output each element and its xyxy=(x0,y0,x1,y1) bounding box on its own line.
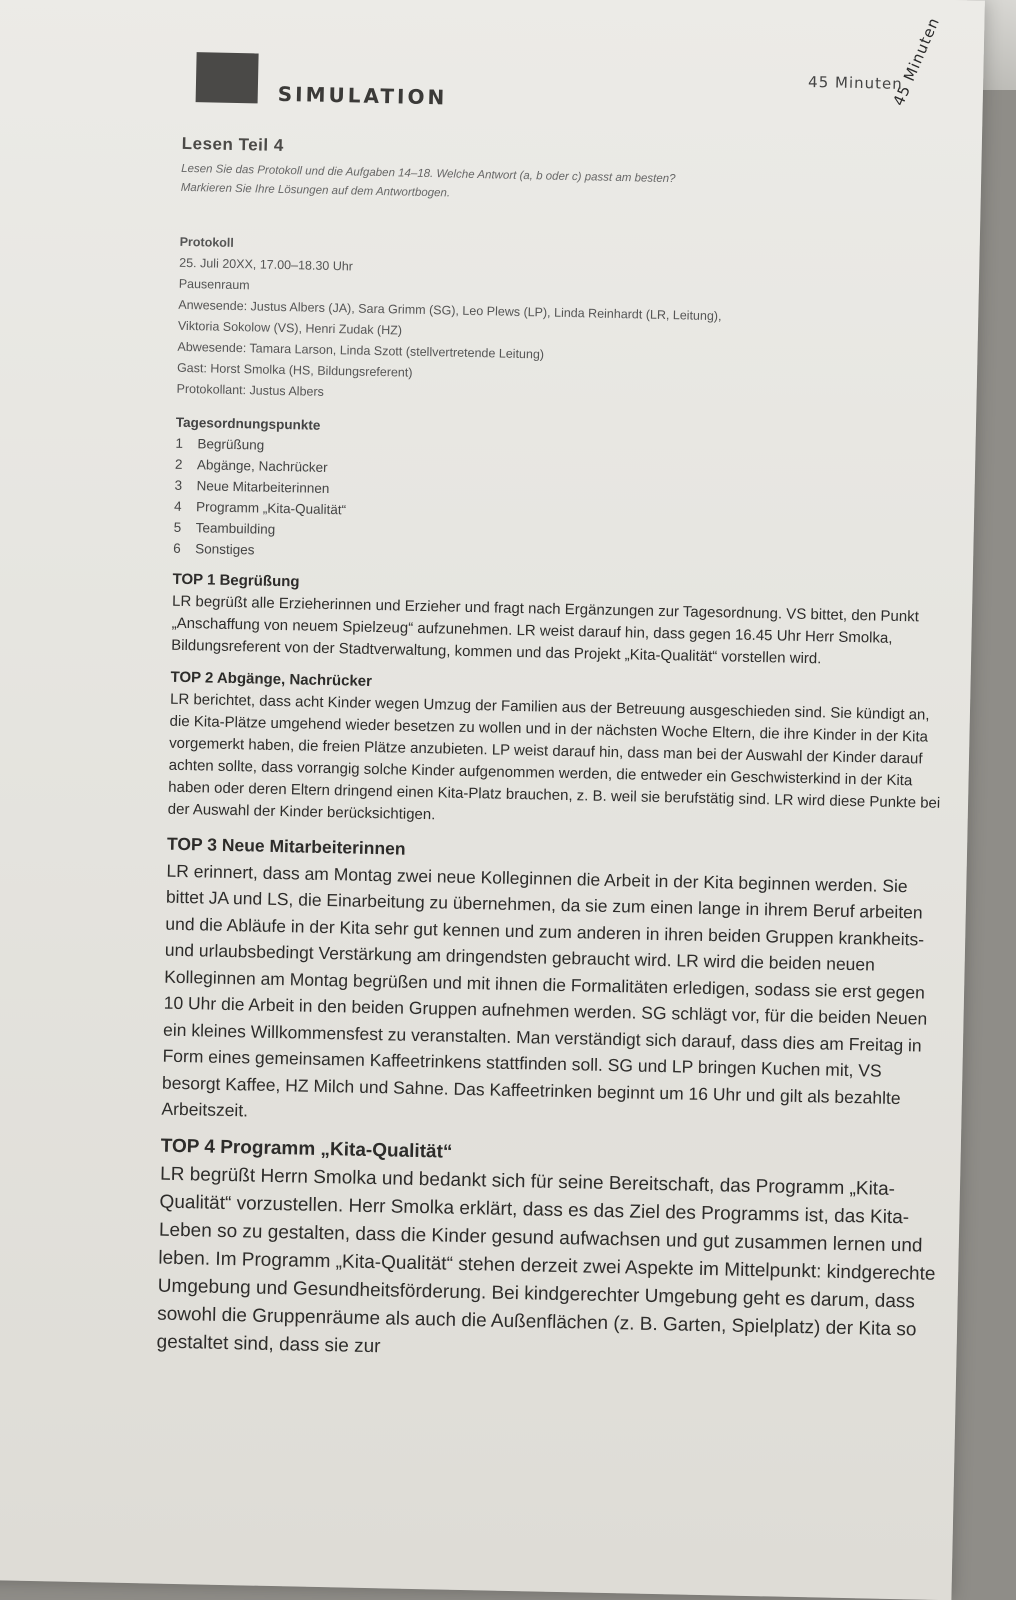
agenda-item-number: 4 xyxy=(173,498,182,514)
protocol-writer: Protokollant: Justus Albers xyxy=(176,381,324,399)
top-1-heading: TOP 1 Begrüßung xyxy=(172,570,300,591)
time-label: 45 Minuten xyxy=(807,72,903,93)
protocol-room: Pausenraum xyxy=(178,276,250,293)
agenda-item-number: 6 xyxy=(173,540,181,556)
instruction-text xyxy=(181,160,962,214)
instruction-line-1: Lesen Sie das Protokoll und die Aufgaben 14–18. Welche Antwort (a, b oder c) passt am besten? xyxy=(181,162,676,186)
agenda-item-label: Begrüßung xyxy=(197,436,265,453)
top-2-text: LR berichtet, dass acht Kinder wegen Umzug der Familien aus der Betreuung ausgeschieden sind. Sie kündigt an, die Kita-Plätze umgehend wieder besetzen zu wollen und in der nächsten Woche Eltern, die ihre Kinder in der Kita vorgemerkt haben, die freien Plätze anzubieten. LP weist darauf hin, dass man bei der Auswahl der Kinder darauf achten sollte, dass vorrangig solche Kinder aufgenommen werden, die entweder ein Geschwisterkind in der Kita haben oder deren Eltern dringend einen Kita-Platz brauchen, z. B. weil sie berufstätig sind. LR wird diese Punkte bei der Auswahl der Kinder berücksichtigen. xyxy=(167,690,941,824)
agenda-item-label: Programm „Kita-Qualität“ xyxy=(195,499,347,518)
protocol-header xyxy=(176,232,959,416)
top-1-text: LR begrüßt alle Erzieherinnen und Erzieher und fragt nach Ergänzungen zur Tagesordnung. VS bittet, den Punkt „Anschaffung von neuem Spielzeug“ aufzunehmen. LR weist darauf hin, dass gegen 16.45 Uhr Herr Smolka, Bildungsreferent von der Stadtverwaltung, kommen und das Projekt „Kita-Qualität“ vorstellen wird. xyxy=(171,592,920,668)
top-4-text: LR begrüßt Herrn Smolka und bedankt sich für seine Bereitschaft, das Programm „Kita-Qualität“ vorzustellen. Herr Smolka erklärt, dass es das Ziel des Programms ist, das Kita-Leben so zu gestalten, dass die Kinder gesund aufwachsen und gut zusammen lernen und leben. Im Programm „Kita-Qualität“ stehen derzeit zwei Aspekte im Mittelpunkt: kindgerechte Umgebung und Gesundheitsförderung. Bei kindgerechter Umgebung geht es darum, dass sowohl die Gruppenräume als auch die Außenflächen (z. B. Garten, Spielplatz) der Kita so gestaltet sind, dass sie zur xyxy=(156,1163,936,1357)
top-3-section xyxy=(161,831,947,1139)
protocol-date: 25. Juli 20XX, 17.00–18.30 Uhr xyxy=(179,255,354,274)
top-3-heading: TOP 3 Neue Mitarbeiterinnen xyxy=(166,833,406,859)
protocol-absent: Abwesende: Tamara Larson, Linda Szott (stellvertretende Leitung) xyxy=(177,339,545,362)
agenda xyxy=(173,412,956,575)
agenda-item-number: 5 xyxy=(173,519,182,535)
agenda-item-label: Abgänge, Nachrücker xyxy=(196,457,328,475)
agenda-item-label: Teambuilding xyxy=(195,520,276,537)
page-content xyxy=(156,134,961,1373)
edge-time-label: 45 Minuten xyxy=(889,14,944,109)
top-1-section xyxy=(171,569,953,673)
top-4-heading: TOP 4 Programm „Kita-Qualität“ xyxy=(160,1135,453,1163)
protocol-present-1: Anwesende: Justus Albers (JA), Sara Grimm (SG), Leo Plews (LP), Linda Reinhardt (LR, Leitung), xyxy=(178,297,722,324)
top-2-section xyxy=(168,667,951,837)
top-4-section xyxy=(156,1132,941,1372)
instruction-line-2: Markieren Sie Ihre Lösungen auf dem Antwortbogen. xyxy=(180,181,451,200)
simulation-title: SIMULATION xyxy=(277,81,448,110)
agenda-heading: Tagesordnungspunkte xyxy=(175,414,321,433)
section-title: Lesen Teil 4 xyxy=(181,133,284,155)
agenda-item-label: Sonstiges xyxy=(195,541,255,558)
protocol-heading: Protokoll xyxy=(179,234,234,250)
agenda-item-label: Neue Mitarbeiterinnen xyxy=(196,478,330,497)
top-2-heading: TOP 2 Abgänge, Nachrücker xyxy=(170,668,373,690)
agenda-item-number: 1 xyxy=(175,435,184,451)
top-3-text: LR erinnert, dass am Montag zwei neue Kolleginnen die Arbeit in der Kita beginnen werden. Sie bittet JA und LS, die Einarbeitung zu übernehmen, da sie zum einen lange in ihrem Beruf arbeiten und die Abläufe in der Kita sehr gut kennen und zum anderen in ihren beiden Gruppen krankheits- und urlaubsbedingt Verstärkung am dringendsten gebraucht wird. LR wird die beiden neuen Kolleginnen am Montag begrüßen und mit ihnen die Formalitäten erledigen, sodass sie erst gegen 10 Uhr die Arbeit in den beiden Gruppen aufnehmen werden. SG schlägt vor, für die beiden Neuen ein kleines Willkommensfest zu veranstalten. Man verständigt sich darauf, dass dies am Freitag in Form eines gemeinsamen Kaffeetrinkens stattfinden soll. SG und LP bringen Kuchen mit, VS besorgt Kaffee, HZ Milch und Sahne. Das Kaffeetrinken beginnt um 16 Uhr und gilt als bezahlte Arbeitszeit. xyxy=(161,860,928,1121)
simulation-marker xyxy=(196,52,259,103)
protocol-present-2: Viktoria Sokolow (VS), Henri Zudak (HZ) xyxy=(177,318,403,338)
protocol-guest: Gast: Horst Smolka (HS, Bildungsreferent) xyxy=(176,360,413,380)
agenda-item-number: 3 xyxy=(174,477,183,493)
agenda-item-number: 2 xyxy=(174,456,183,472)
